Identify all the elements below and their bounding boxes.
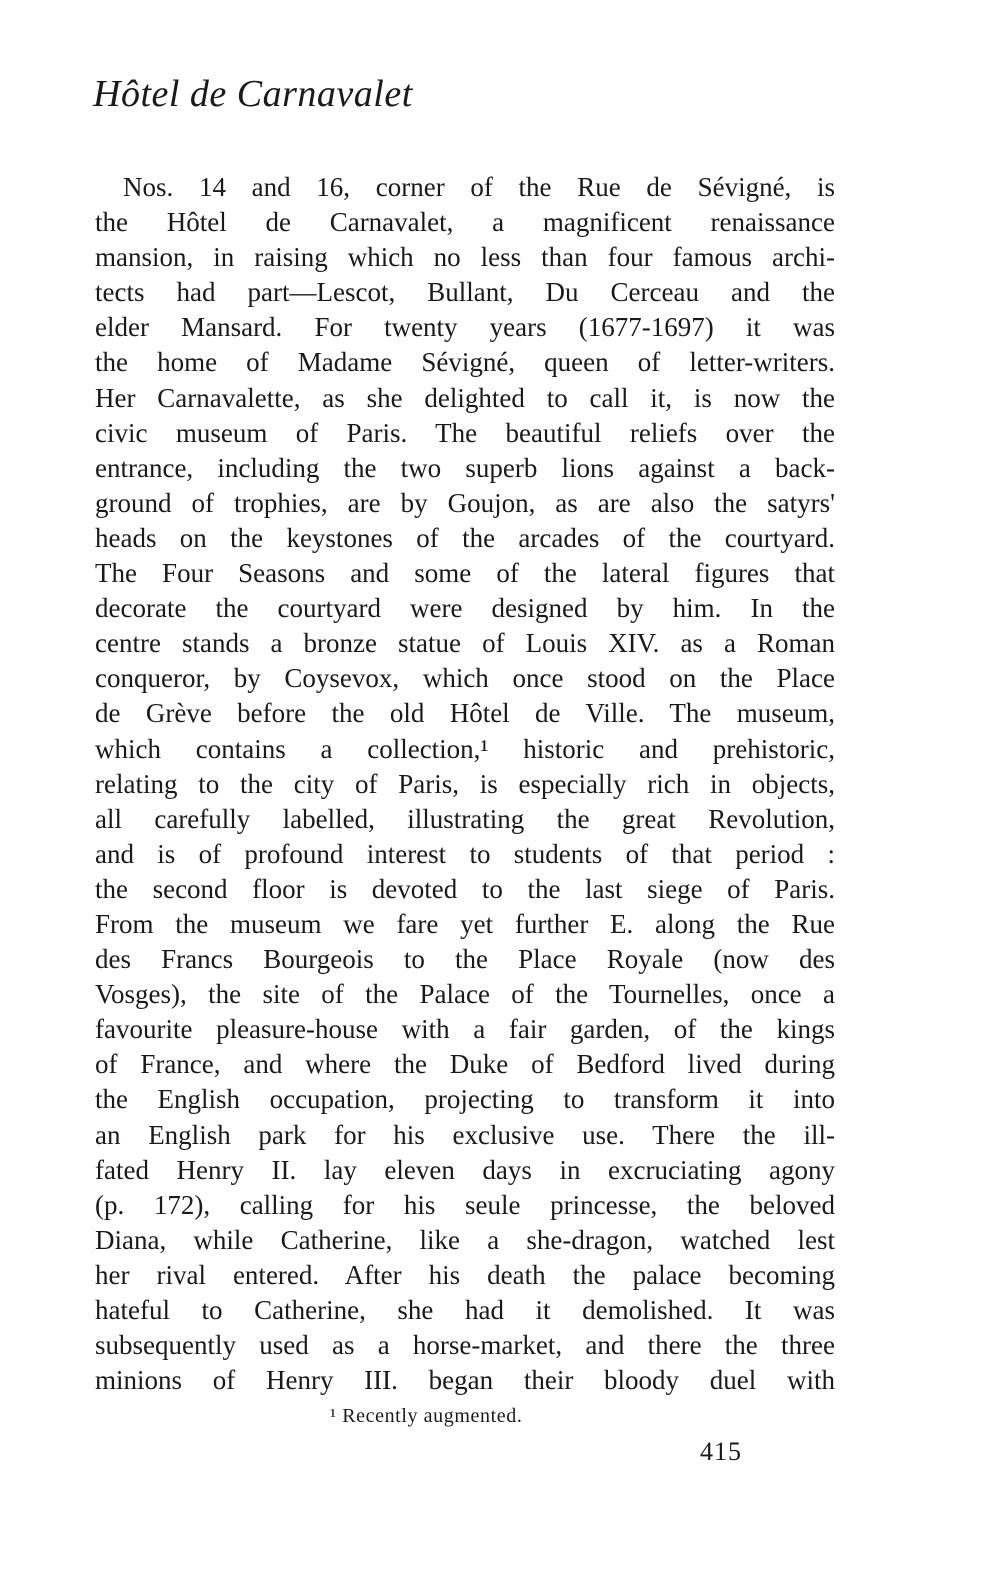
text-line: the second floor is devoted to the last siege of Paris. [95,873,835,904]
text-line: her rival entered. After his death the palace becoming [95,1259,835,1290]
text-line: the Hôtel de Carnavalet, a magnificent renaissance [95,207,835,238]
text-line: relating to the city of Paris, is especially rich in objects, [95,768,835,799]
text-line: conqueror, by Coysevox, which once stood on the Place [95,663,835,694]
text-line: hateful to Catherine, she had it demolished. It was [95,1295,835,1325]
text-line: (p. 172), calling for his seule princesse, the beloved [95,1189,835,1220]
text-line: entrance, including the two superb lions against a back- [95,452,835,483]
text-line: tects had part—Lescot, Bullant, Du Cerceau and the [95,277,835,308]
text-line: mansion, in raising which no less than four famous archi- [95,242,835,273]
text-line: of France, and where the Duke of Bedford lived during [95,1049,835,1080]
text-line: decorate the courtyard were designed by him. In the [95,593,835,624]
text-line: and is of profound interest to students of that period : [95,838,835,869]
page-number: 415 [700,1437,742,1466]
text-line: Her Carnavalette, as she delighted to call it, is now the [95,382,835,413]
footnote: ¹ Recently augmented. [330,1405,523,1427]
text-line: Nos. 14 and 16, corner of the Rue de Sévigné, is [123,172,835,202]
text-line: From the museum we fare yet further E. along the Rue [95,908,835,939]
text-line: Vosges), the site of the Palace of the Tournelles, once a [95,979,835,1010]
text-line: civic museum of Paris. The beautiful reliefs over the [95,417,835,448]
text-line: minions of Henry III. began their bloody duel with [95,1365,835,1396]
text-line: centre stands a bronze statue of Louis XIV. as a Roman [95,628,835,659]
text-line: The Four Seasons and some of the lateral figures that [95,558,835,589]
text-line: heads on the keystones of the arcades of the courtyard. [95,522,835,553]
text-line: all carefully labelled, illustrating the great Revolution, [95,803,835,834]
text-line: which contains a collection,¹ historic and prehistoric, [95,733,835,764]
text-line: Diana, while Catherine, like a she-dragon, watched lest [95,1224,835,1255]
text-line: an English park for his exclusive use. There the ill- [95,1119,835,1150]
text-line: de Grève before the old Hôtel de Ville. The museum, [95,698,835,729]
text-line: ground of trophies, are by Goujon, as are also the satyrs' [95,487,835,518]
text-line: subsequently used as a horse-market, and there the three [95,1330,835,1361]
text-line: the English occupation, projecting to transform it into [95,1084,835,1115]
text-line: the home of Madame Sévigné, queen of letter-writers. [95,347,835,378]
text-line: des Francs Bourgeois to the Place Royale (now des [95,944,835,975]
body-text [95,170,835,1398]
text-line: favourite pleasure-house with a fair garden, of the kings [95,1014,835,1045]
text-line: fated Henry II. lay eleven days in excruciating agony [95,1154,835,1185]
running-head: Hôtel de Carnavalet [93,73,413,115]
text-line: elder Mansard. For twenty years (1677-1697) it was [95,312,835,343]
